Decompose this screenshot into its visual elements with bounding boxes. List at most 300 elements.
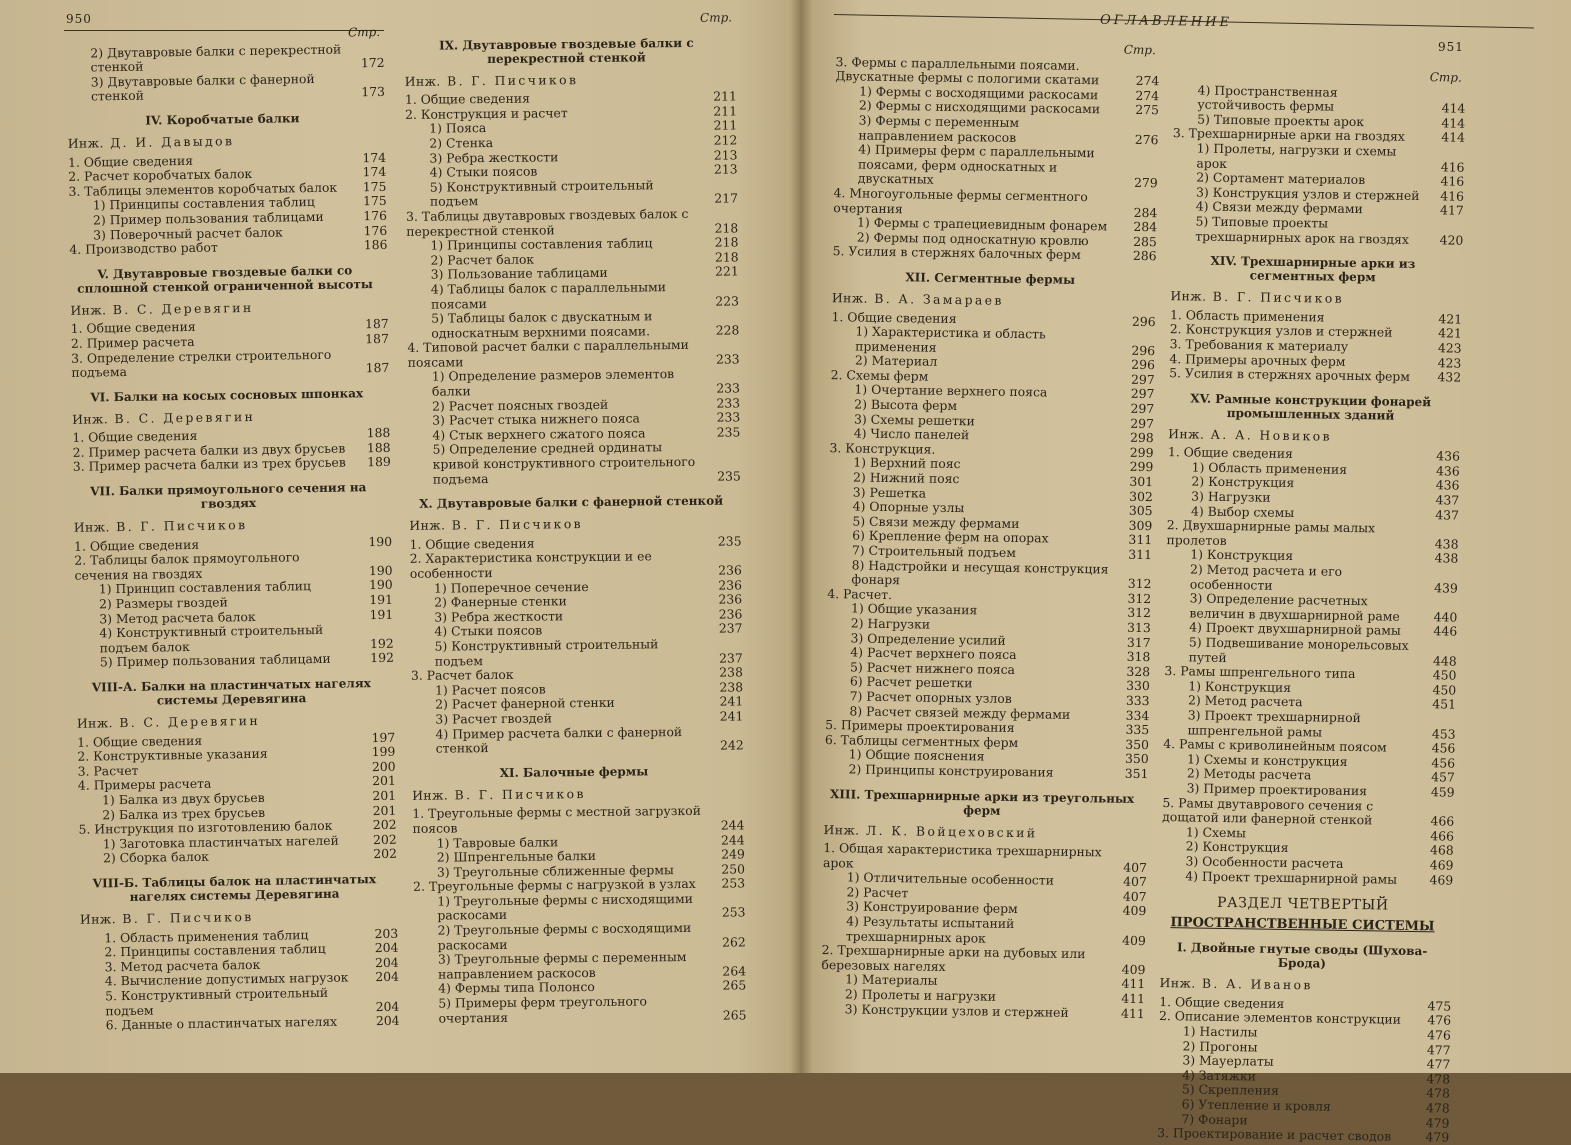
section-heading: VII. Балки прямоугольного сечения на гвоздях [90, 480, 367, 511]
toc-entry-title [430, 178, 696, 210]
toc-entry-text: 1. Общие сведения [67, 152, 194, 170]
toc-entry-text: 3. Фермы с параллельными поясами. Двускатные фермы с пологими скатами [835, 53, 1100, 88]
page-column-label: Стр. [1123, 42, 1156, 58]
toc-entry-text: 3. Пример расчета балки из трех брусьев [72, 455, 346, 475]
toc-entry-text: 2) Расчет балок [430, 251, 535, 268]
toc-entry-title [438, 994, 704, 1026]
toc-entry-text: 4) Пример расчета балки с фанерной стенкой [435, 723, 683, 756]
toc-entry-text: 4. Производство работ [69, 239, 218, 257]
toc-entry-page: 202 [373, 846, 398, 862]
toc-entry [400, 367, 740, 400]
toc-entry-page: 188 [366, 425, 391, 441]
toc-entry-text: 1. Треугольные фермы с местной загрузкой поясов [412, 803, 702, 836]
toc-entry-page: 218 [714, 234, 739, 250]
toc-entry-text: 4) Проект двухшарнирной рамы [1189, 619, 1401, 639]
author-name: В. С. Деревягин [119, 712, 261, 731]
toc-entry-page: 417 [1439, 202, 1464, 219]
toc-entry-text: 3) Схемы решетки [853, 411, 976, 429]
toc-entry-text: 3) Определение усилий [850, 629, 1006, 648]
toc-entry-text: 1) Тавровые балки [436, 833, 559, 851]
toc-entry-page: 187 [365, 330, 390, 347]
toc-entry-page: 450 [1432, 667, 1457, 683]
toc-entry-text: 1) Определение размеров элементов балки [431, 366, 675, 399]
toc-entry-text: 2. Принципы составления таблиц [104, 941, 326, 960]
author-prefix: Инж. [1168, 425, 1205, 442]
toc-entry-text: 1. Общие сведения [404, 90, 530, 108]
toc-entry-title [1195, 214, 1421, 247]
toc-entry-page: 204 [375, 969, 400, 985]
toc-entry-page: 448 [1432, 652, 1457, 669]
toc-entry-text: 4) Число панелей [853, 425, 970, 443]
toc-entry-text: 4) Связи между фермами [1195, 198, 1363, 217]
toc-entry-page: 175 [362, 178, 387, 194]
toc-entry-text: 4) Проект трехшарнирной рамы [1185, 867, 1398, 887]
toc-entry-page: 202 [372, 831, 397, 847]
toc-entry-text: 1) Принцип составления таблиц [98, 578, 312, 597]
author-name: В. Г. Писчиков [1212, 288, 1345, 306]
toc-entry-page: 476 [1427, 1012, 1452, 1029]
toc-entry-page: 301 [1129, 473, 1154, 490]
toc-entry-page: 274 [1135, 87, 1160, 103]
toc-entry-page: 213 [713, 146, 738, 163]
author-line [1170, 289, 1462, 308]
toc-entry-page: 423 [1437, 340, 1462, 356]
toc-entry-page: 414 [1441, 115, 1466, 131]
toc-entry-text: 3) Фермы с переменным направлением раскосов [858, 112, 1020, 145]
toc-entry-page: 407 [1123, 874, 1147, 890]
toc-entry-text: 2) Фермы под односкатную кровлю [856, 229, 1089, 248]
section-heading: IV. Коробчатые балки [145, 111, 300, 128]
author-name: В. Г. Писчиков [454, 785, 586, 803]
toc-entry-text: 7) Фонари [1181, 1110, 1248, 1128]
toc-entry-page: 297 [1130, 400, 1155, 417]
column-1 [58, 25, 400, 1034]
toc-entry-page: 456 [1431, 755, 1456, 771]
toc-entry [61, 238, 387, 258]
toc-entry-page: 407 [1122, 888, 1147, 904]
toc-entry-page: 414 [1441, 129, 1466, 146]
toc-entry-page: 297 [1130, 371, 1155, 388]
toc-entry-text: 1) Схемы [1185, 824, 1247, 841]
author-name: В. Г. Писчиков [116, 517, 248, 535]
toc-entry-page: 217 [714, 190, 739, 207]
page-column-label: Стр. [347, 24, 381, 40]
toc-entry-title [833, 244, 1115, 263]
toc-entry-text: 1. Область применения [1169, 306, 1325, 325]
toc-entry-page: 236 [718, 606, 743, 622]
section-heading: XI. Балочные фермы [499, 764, 649, 780]
toc-entry-page: 432 [1437, 369, 1462, 385]
section-heading: I. Двойные гнутые своды (Шухова-Брода) [1176, 940, 1428, 971]
toc-entry [406, 920, 746, 953]
toc-entry-text: 4) Фермы типа Полонсо [438, 979, 595, 997]
toc-entry [398, 206, 738, 239]
toc-entry-page: 174 [362, 164, 387, 180]
author-name: В. С. Деревягин [112, 299, 254, 317]
toc-entry-page: 187 [364, 316, 389, 332]
toc-entry-page: 190 [368, 562, 393, 579]
author-line [832, 291, 1156, 311]
toc-entry-page: 275 [1135, 102, 1160, 118]
author-line [72, 408, 390, 428]
toc-entry-text: 4) Опорные узлы [852, 498, 965, 516]
toc-entry-page: 335 [1125, 721, 1150, 738]
toc-entry-page: 228 [715, 322, 740, 338]
toc-entry [65, 455, 391, 475]
toc-entry-text: 1) Очертание верхнего пояса [854, 381, 1048, 400]
toc-entry-text: 2. Конструкция и расчет [404, 104, 568, 122]
toc-entry-text: 3) Пример проектирования [1186, 780, 1368, 799]
toc-entry-page: 409 [1121, 961, 1146, 977]
toc-entry-text: 4) Результаты испытаний трехшарнирных арок [845, 913, 1015, 946]
toc-entry-title [431, 280, 697, 312]
toc-entry-text: 2) Стенка [429, 134, 494, 151]
part-subtitle: ПРОСТРАНСТВЕННЫЕ СИСТЕМЫ [1170, 914, 1435, 935]
toc-entry-page: 409 [1122, 932, 1146, 948]
toc-entry-text: 3) Расчет гвоздей [435, 710, 553, 727]
toc-entry-page: 477 [1426, 1041, 1451, 1058]
toc-entry-text: 1. Общие сведения [831, 308, 957, 326]
toc-entry-text: 1. Общие сведения [70, 319, 196, 337]
toc-entry-text: 2) Принципы конструирования [848, 761, 1054, 780]
toc-entry-text: 3. Конструкция. [829, 439, 936, 457]
toc-entry-text: 1) Конструкция [1188, 678, 1292, 695]
toc-entry-title [435, 637, 701, 669]
author-line [409, 516, 741, 534]
toc-entry-page: 478 [1426, 1071, 1451, 1087]
toc-entry-text: 1. Общая характеристика трехшарнирных арок [822, 840, 1102, 871]
toc-entry-text: 2) Расчет [846, 884, 909, 901]
toc-entry-text: 1) Характеристика и область применения [855, 323, 1046, 355]
toc-entry-page: 233 [716, 380, 741, 396]
toc-entry-text: 6) Утепление и кровля [1181, 1096, 1331, 1114]
toc-entry-title [71, 347, 347, 381]
toc-entry-page: 211 [713, 103, 738, 119]
toc-entry-text: 2. Двухшарнирные рамы малых пролетов [1166, 517, 1376, 548]
toc-entry-title [432, 367, 698, 399]
toc-entry-text: 1. Общие сведения [1159, 993, 1285, 1011]
author-name: Л. К. Войцеховский [865, 822, 1038, 840]
toc-entry [74, 1014, 400, 1034]
toc-entry [71, 847, 397, 867]
toc-entry-text: 1) Схемы и конструкция [1187, 751, 1348, 769]
toc-entry-title [438, 921, 704, 953]
toc-entry-page: 436 [1435, 477, 1460, 494]
toc-entry-title [437, 892, 703, 924]
toc-entry-text: 5) Типовые проекты арок [1197, 111, 1365, 129]
toc-entry-page: 309 [1128, 517, 1153, 533]
toc-entry-page: 312 [1127, 590, 1152, 606]
toc-entry-page: 298 [1129, 430, 1154, 446]
toc-entry-text: 3) Расчет стыка нижнего пояса [432, 410, 640, 428]
toc-entry-page: 477 [1426, 1056, 1451, 1072]
toc-entry-text: 5) Определение средней ординаты кривой конструктивного строительного подъема [432, 439, 696, 487]
column-3 [813, 38, 1160, 1021]
author-line [412, 785, 744, 803]
toc-entry-page: 253 [721, 875, 746, 891]
toc-entry-page: 311 [1128, 546, 1153, 563]
toc-entry-page: 173 [361, 84, 386, 100]
toc-entry-page: 201 [372, 802, 397, 818]
toc-entry-page: 204 [375, 998, 400, 1014]
toc-entry-page: 253 [721, 904, 746, 921]
toc-entry-page: 466 [1430, 813, 1455, 829]
toc-entry-text: 3. Таблицы элементов коробчатых балок [68, 179, 338, 199]
toc-entry-text: 1. Область применения таблиц [104, 926, 309, 945]
toc-entry-page: 186 [363, 236, 388, 253]
toc-entry-text: 3) Поверочный расчет балок [93, 224, 283, 243]
toc-entry-text: 1) Материалы [845, 971, 938, 989]
toc-entry-page: 285 [1133, 233, 1157, 249]
toc-entry-page: 469 [1429, 857, 1454, 873]
author-prefix: Инж. [1159, 975, 1196, 991]
toc-entry-text: 2) Пример пользования таблицами [92, 208, 324, 228]
toc-entry-text: 2. Конструкция узлов и стержней [1169, 321, 1393, 340]
page-column-label: Стр. [699, 10, 733, 25]
toc-entry-page: 475 [1427, 998, 1452, 1014]
section-heading: VIII-А. Балки на пластинчатых нагелях системы Деревягина [91, 676, 371, 708]
toc-entry-text: 4) Стык верхнего сжатого пояса [432, 425, 646, 443]
toc-entry-text: 3) Нагрузки [1191, 488, 1271, 505]
author-name: В. Г. Писчиков [122, 908, 254, 927]
toc-entry-text: 3) Мауерлаты [1182, 1052, 1274, 1070]
toc-entry-page: 466 [1430, 827, 1455, 844]
toc-entry-text: 4) Расчет верхнего пояса [850, 644, 1017, 663]
toc-entry-page: 237 [719, 649, 743, 666]
toc-entry-text: 3) Решетка [852, 484, 927, 501]
toc-entry-page: 201 [372, 787, 397, 804]
toc-entry-text: 3. Таблицы двутавровых гвоздевых балок с перекрестной стенкой [406, 205, 689, 239]
toc-entry-page: 478 [1426, 1085, 1451, 1102]
section-heading: VIII-Б. Таблицы балок на пластинчатых нагелях системы Деревягина [92, 872, 377, 904]
toc-entry-page: 265 [722, 1007, 747, 1023]
author-prefix: Инж. [1170, 288, 1207, 304]
toc-entry-text: 3. Метод расчета балок [104, 956, 261, 975]
section-heading: X. Двутавровые балки с фанерной стенкой [419, 493, 724, 512]
toc-entry-page: 286 [1132, 248, 1157, 264]
author-name: В. С. Деревягин [114, 408, 256, 426]
toc-entry-text: 4) Пространственная устойчивость фермы [1197, 82, 1338, 114]
toc-entry-text: 2. Треугольные фермы с нагрузкой в узлах [413, 876, 696, 895]
toc-entry-page: 411 [1121, 976, 1146, 992]
toc-entry-title [1169, 366, 1419, 385]
toc-entry-page: 457 [1431, 769, 1455, 785]
toc-entry-page: 244 [720, 831, 745, 848]
author-line [68, 132, 386, 152]
toc-entry-page: 409 [1122, 903, 1147, 919]
toc-entry-text: 4. Типовой расчет балки с параллельными поясами [407, 337, 689, 370]
toc-entry-page: 279 [1133, 175, 1158, 191]
author-prefix: Инж. [71, 410, 109, 427]
toc-entry-title [1157, 1126, 1407, 1145]
toc-entry-page: 190 [368, 533, 393, 549]
toc-entry-title [73, 456, 349, 475]
book-gutter [790, 0, 812, 1073]
toc-entry-page: 218 [714, 249, 739, 265]
toc-entry-text: 1. Общие сведения [73, 536, 200, 554]
toc-entry-title [410, 549, 700, 581]
toc-entry-page: 439 [1434, 579, 1458, 596]
toc-entry-page: 478 [1425, 1100, 1450, 1116]
toc-entry-text: 3. Требования к материалу [1169, 335, 1349, 354]
toc-entry-page: 174 [362, 149, 387, 165]
toc-entry-page: 476 [1427, 1027, 1451, 1043]
toc-entry-page: 235 [716, 424, 741, 440]
toc-entry-page: 192 [369, 635, 394, 651]
toc-entry-page: 211 [713, 88, 737, 104]
toc-entry-page: 411 [1120, 1005, 1145, 1021]
author-prefix: Инж. [76, 715, 114, 731]
toc-entry-text: 3) Конструкции узлов и стержней [844, 1001, 1069, 1020]
toc-entry [59, 71, 385, 105]
toc-entry-page: 318 [1126, 648, 1151, 665]
toc-entry-text: 2) Нижний пояс [852, 469, 960, 487]
toc-entry-page: 191 [369, 606, 394, 622]
toc-entry [399, 279, 739, 312]
toc-entry-page: 204 [375, 1012, 400, 1029]
toc-entry-page: 451 [1432, 696, 1457, 713]
author-line [70, 299, 388, 319]
toc-entry-page: 436 [1435, 463, 1460, 479]
toc-entry-page: 192 [370, 650, 395, 666]
toc-entry-page: 437 [1435, 506, 1460, 523]
toc-entry-page: 312 [1127, 605, 1152, 621]
toc-entry-text: 2) Конструкция [1185, 838, 1289, 856]
author-prefix: Инж. [67, 135, 104, 151]
section-heading: V. Двутавровые гвоздевые балки со сплошной стенкой ограниченной высоты [77, 263, 373, 296]
toc-entry-text: 2) Сборка балок [102, 849, 210, 866]
toc-entry-page: 190 [368, 577, 393, 593]
toc-entry-text: 3) Конструкция узлов и стержней [1195, 184, 1420, 203]
toc-entry-text: 2. Пример расчета балки из двух брусьев [72, 440, 346, 460]
toc-entry-page: 218 [714, 219, 739, 236]
toc-entry-page: 238 [719, 679, 744, 695]
toc-entry-text: 5) Типовые проекты трехшарнирных арок на гвоздях [1195, 213, 1410, 247]
author-line [1159, 976, 1451, 995]
toc-entry-text: 5. Инструкция по изготовлению балок [78, 817, 333, 837]
toc-entry-page: 172 [360, 55, 385, 71]
toc-entry [403, 724, 743, 757]
toc-entry-text: 4) Стыки поясов [434, 622, 543, 640]
toc-entry-text: 5) Таблицы балок с двускатным и односкатным верхними поясами. [431, 308, 653, 341]
section-heading: VI. Балки на косых сосновых шпонках [90, 385, 364, 405]
toc-entry-text: 5) Конструктивный строительный подъем [429, 177, 654, 209]
toc-entry-text: 1) Настилы [1182, 1023, 1258, 1040]
toc-entry-page: 437 [1435, 492, 1460, 508]
toc-entry-page: 302 [1129, 488, 1153, 504]
toc-entry-page: 407 [1123, 859, 1148, 875]
toc-entry-text: 7) Строительный подъем [851, 542, 1017, 561]
toc-entry-text: 7) Расчет опорных узлов [849, 688, 1012, 706]
toc-entry-text: 3) Пользование таблицами [430, 265, 608, 282]
toc-entry-text: 4. Рамы с криволинейным поясом [1163, 736, 1387, 755]
right-page [800, 0, 1571, 1145]
toc-entry-page: 200 [371, 758, 396, 774]
toc-entry-text: 6) Крепление ферм на опорах [852, 527, 1049, 546]
toc-entry-page: 242 [719, 737, 744, 753]
toc-entry-page: 249 [721, 846, 745, 862]
right-page-number: 951 [1438, 40, 1464, 54]
toc-entry-text: 2. Таблицы балок прямоугольного сечения на гвоздях [74, 549, 300, 583]
toc-entry-text: 3) Определение расчетных величин в двухшарнирной раме [1189, 590, 1400, 624]
toc-entry-page: 459 [1430, 784, 1455, 800]
toc-entry-page: 235 [717, 468, 741, 484]
toc-entry-page: 233 [716, 409, 741, 425]
author-prefix: Инж. [79, 911, 117, 927]
toc-entry-page: 297 [1130, 386, 1155, 402]
toc-entry-text: 4. Примеры расчета [77, 776, 212, 794]
toc-entry-text: 2) Размеры гвоздей [98, 594, 228, 612]
toc-entry [399, 338, 739, 371]
toc-entry-text: 2) Метод расчета и его особенности [1189, 561, 1343, 593]
toc-entry-page: 284 [1133, 204, 1158, 220]
toc-entry-text: 2) Методы расчета [1186, 765, 1312, 783]
running-head: ОГЛАВЛЕНИЕ [1099, 12, 1233, 31]
toc-entry-text: 1) Общие указания [850, 600, 978, 618]
toc-entry-text: 3) Конструирование ферм [846, 898, 1018, 917]
toc-entry-text: 2) Расчет фанерной стенки [435, 695, 615, 712]
toc-entry-page: 313 [1127, 619, 1151, 636]
toc-entry-text: 1) Фермы с восходящими раскосами [859, 83, 1099, 103]
toc-entry-text: 2) Высота ферм [854, 396, 958, 414]
toc-entry-text: 1) Отличительные особенности [846, 869, 1055, 888]
toc-entry-text: 1) Принципы составления таблиц [430, 235, 653, 253]
toc-entry-text: 3. Определение стрелки строительного подъема [71, 346, 332, 380]
toc-entry-text: 4) Стыки поясов [429, 163, 538, 180]
toc-entry-text: 2) Треугольные фермы с восходящими раскосами [437, 920, 692, 953]
toc-entry-text: 1) Расчет поясов [435, 681, 546, 698]
toc-entry-page: 235 [717, 533, 742, 549]
column-4 [1149, 66, 1466, 1145]
toc-entry-title [103, 848, 355, 867]
toc-entry-text: 2) Прогоны [1182, 1038, 1258, 1055]
author-name: В. Г. Писчиков [446, 71, 579, 89]
toc-entry-page: 236 [718, 562, 742, 578]
toc-entry-page: 237 [718, 620, 743, 637]
toc-entry-text: 5) Примеры ферм треугольного очертания [438, 993, 647, 1026]
toc-entry-text: 3. Трехшарнирные арки на гвоздях [1172, 125, 1405, 145]
toc-entry-title [106, 1015, 358, 1034]
toc-entry-text: 1) Конструкция [1190, 546, 1294, 564]
toc-entry-page: 212 [713, 132, 738, 148]
toc-entry-text: 2) Балка из трех брусьев [102, 804, 266, 822]
toc-entry-page: 305 [1128, 503, 1153, 519]
toc-entry-text: 2. Описание элементов конструкции [1158, 1008, 1402, 1028]
toc-entry-page: 421 [1438, 325, 1462, 341]
toc-entry-page: 469 [1429, 871, 1454, 888]
toc-entry-page: 274 [1135, 73, 1160, 89]
toc-entry-text: 3) Треугольные сближенные фермы [436, 861, 674, 880]
toc-entry-text: 3. Проектирование и расчет сводов [1157, 1125, 1392, 1144]
author-prefix: Инж. [823, 821, 860, 838]
toc-entry [826, 142, 1159, 191]
toc-entry-title [858, 143, 1117, 191]
toc-entry-page: 312 [1127, 575, 1152, 592]
toc-entry-page: 436 [1436, 448, 1461, 464]
toc-entry-text: 2) Пролеты и нагрузки [844, 986, 997, 1004]
toc-entry-text: 5) Конструктивный строительный подъем [434, 636, 659, 669]
toc-entry-text: 2. Трехшарнирные арки на дубовых или березовых нагелях [821, 942, 1086, 974]
toc-entry-page: 414 [1441, 100, 1466, 116]
toc-entry-text: 2) Фанерные стенки [434, 593, 567, 610]
author-line [1168, 427, 1460, 446]
toc-entry-text: 1. Общие сведения [72, 428, 198, 446]
toc-entry [402, 549, 742, 582]
toc-entry-page: 317 [1126, 634, 1151, 650]
toc-entry-page: 241 [719, 708, 744, 724]
toc-entry-page: 416 [1440, 188, 1465, 204]
left-page-number: 950 [66, 12, 92, 26]
